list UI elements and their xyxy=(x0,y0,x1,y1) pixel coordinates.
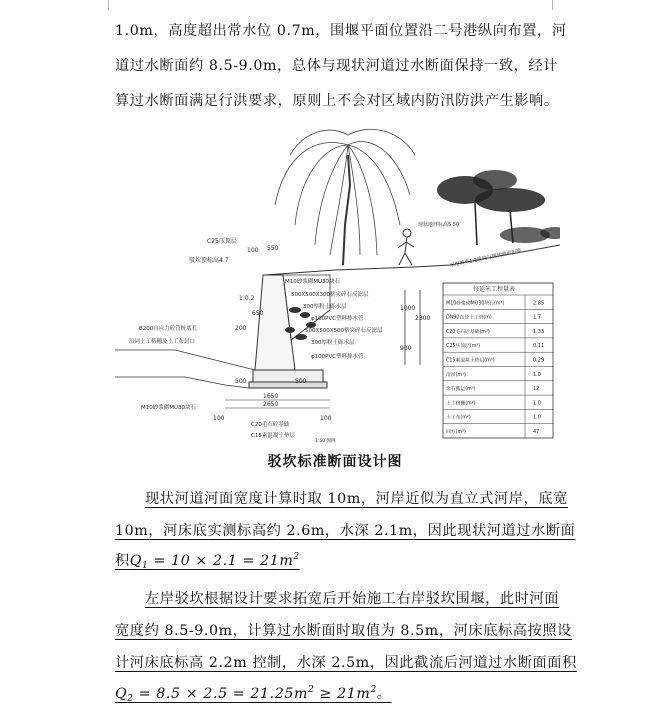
dim-label: 650 xyxy=(252,310,264,317)
dim-label: 2300 xyxy=(415,315,431,322)
annotation: φ100PVC塑料排水管 xyxy=(311,316,364,322)
annotation: 沿同土工格栅及土工布封口 xyxy=(129,339,196,345)
annotation: 300厚粉土砾水层 xyxy=(311,340,355,346)
table-cell-value: 1.0 xyxy=(533,414,541,421)
equation-q1: $Q_1 = 10 \times 2.1 = 21m^2$ xyxy=(129,552,300,571)
table-cell-item: 回方(m³) xyxy=(446,429,466,435)
dim-label: 100 xyxy=(247,247,259,254)
table-cell-item: C15素混凝土垫层(m³) xyxy=(446,358,495,364)
annotation: 现状地坪标高5.50 xyxy=(418,222,460,228)
table-cell-value: 0.11 xyxy=(533,343,545,350)
dim-label: 900 xyxy=(400,345,412,352)
table-cell-item: M10砂浆砌MU30块石(m³) xyxy=(446,301,505,307)
annotation: 驳坎顶标高4.7 xyxy=(189,257,229,264)
annotation: C15素混凝土垫层 xyxy=(251,433,295,439)
paragraph-line: 1.0m，高度超出常水位 0.7m，围堰平面位置沿二号港纵向布置，河 xyxy=(115,23,567,39)
figure-caption: 驳坎标准断面设计图 xyxy=(267,454,403,470)
paragraph-line: 宽度约 8.5-9.0m，计算过水断面时取值为 8.5m，河床底标高按照设 xyxy=(115,623,572,639)
table-cell-value: 2.85 xyxy=(533,300,545,307)
table-cell-value: 1.0 xyxy=(533,400,541,407)
annotation: 500X500X500格宾碎石反滤层 xyxy=(305,328,383,334)
revetment-section-drawing xyxy=(115,115,560,445)
annotation: 300厚粉土砾水层 xyxy=(303,304,347,310)
dim-label: 550 xyxy=(267,245,279,252)
equation-prefix: 积 xyxy=(115,553,130,569)
table-cell-value: 12 xyxy=(533,386,540,393)
annotation: 1:50 图例 xyxy=(315,439,336,444)
paragraph-line: 计河床底标高 2.2m 控制，水深 2.5m，因此截流后河道过水断面面积 xyxy=(115,655,577,671)
dim-label: 1000 xyxy=(400,305,416,312)
dim-label: 100 xyxy=(320,415,332,422)
annotation: C25压顶层 xyxy=(207,238,237,245)
dim-label: 100 xyxy=(213,415,225,422)
table-cell-item: 土工格栅(m²) xyxy=(446,401,476,407)
table-cell-value: 1.7 xyxy=(533,314,541,321)
table-cell-item: C20毛石砼基础(m³) xyxy=(446,329,490,335)
annotation: 采用坡率1:2放坡与现状地形衔接 xyxy=(449,247,522,269)
page-corner-mark-left xyxy=(92,0,109,10)
paragraph-line: 现状河道河面宽度计算时取 10m，河岸近似为直立式河岸，底宽 xyxy=(145,491,568,507)
dim-label: 1:0.2 xyxy=(239,295,255,302)
annotation: M10砂浆砌MU30块石 xyxy=(285,279,341,285)
table-cell-item: DN90直径土工管(m) xyxy=(446,315,492,321)
equation-line: $Q_2 = 8.5 \times 2.5 = 21.25m^2 \ge 21m^2$。 xyxy=(115,685,392,704)
table-cell-item: 余石搬运(m³) xyxy=(446,387,476,393)
annotation: M10砂浆砌MU30块石 xyxy=(141,405,197,411)
quantity-table xyxy=(443,283,553,438)
table-cell-value: 1.0 xyxy=(533,371,541,378)
paragraph-line: 左岸驳坎根据设计要求拓宽后开始施工右岸驳坎围堰，此时河面 xyxy=(145,591,560,607)
table-cell-item: C25压顶层(m³) xyxy=(446,344,481,350)
paragraph-line: 道过水断面约 8.5-9.0m，总体与现状河道过水断面保持一致，经计 xyxy=(115,58,558,74)
dim-label: 1650 xyxy=(263,393,279,400)
annotation: B200自应力砼管桩底孔 xyxy=(139,326,198,332)
annotation: C20毛石砼基础 xyxy=(251,422,290,428)
table-cell-item: 清淤(m³) xyxy=(446,372,466,378)
dim-label: 200 xyxy=(235,325,247,332)
equation-q2: $Q_2 = 8.5 \times 2.5 = 21.25m^2 \ge 21m^2$ xyxy=(115,685,377,704)
table-cell-item: 土工布(m²) xyxy=(446,415,471,421)
table-cell-value: 0.29 xyxy=(533,357,545,364)
table-cell-value: 47 xyxy=(533,428,540,435)
dim-label: 500 xyxy=(295,378,307,385)
annotation: 500X500X300格宾碎石反滤层 xyxy=(291,292,369,298)
page-corner-mark-right xyxy=(552,0,569,10)
dim-label: 2650 xyxy=(263,401,279,408)
table-title: 每延米工程量表 xyxy=(473,286,516,293)
paragraph-line: 算过水断面满足行洪要求，原则上不会对区域内防汛防洪产生影响。 xyxy=(115,93,559,109)
paragraph-line: 10m，河床底实测标高约 2.6m，水深 2.1m，因此现状河道过水断面 xyxy=(115,523,576,539)
table-cell-value: 1.33 xyxy=(533,328,545,335)
equation-line xyxy=(115,550,560,571)
annotation: φ100PVC塑料排水管 xyxy=(311,354,364,360)
dim-label: 500 xyxy=(235,378,247,385)
